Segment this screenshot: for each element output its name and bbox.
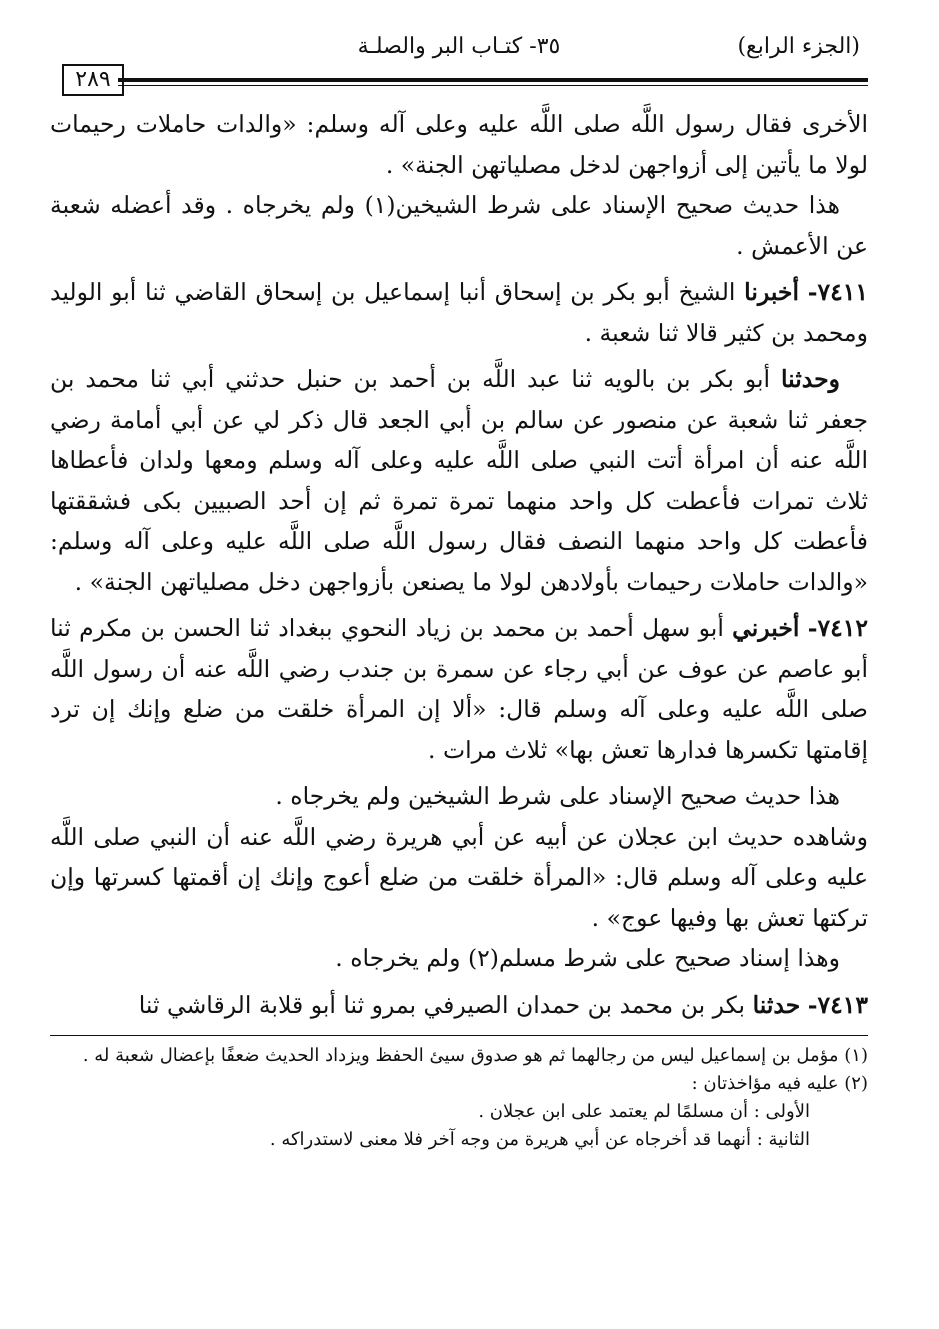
header-rule <box>50 64 868 98</box>
hadith-number: ٧٤١١- <box>807 278 868 306</box>
narration-lead: أخبرنا <box>744 278 799 306</box>
paragraph-text: وهذا إسناد صحيح على شرط مسلم(٢) ولم يخرجاه . <box>335 944 840 972</box>
paragraph-text: الشيخ أبو بكر بن إسحاق أنبا إسماعيل بن إسحاق القاضي ثنا أبو الوليد ومحمد بن كثير قالا ثنا شعبة . <box>50 278 868 347</box>
paragraph-text: هذا حديث صحيح الإسناد على شرط الشيخين ولم يخرجاه . <box>275 782 840 810</box>
footnote: (١) مؤمل بن إسماعيل ليس من رجالهما ثم هو صدوق سيئ الحفظ ويزداد الحديث ضعفًا بإعضال شعبة له . <box>82 1045 868 1066</box>
footnote-subitem: الأولى : أن مسلمًا لم يعتمد على ابن عجلان . <box>478 1101 810 1122</box>
paragraph-text: بكر بن محمد بن حمدان الصيرفي بمرو ثنا أبو قلابة الرقاشي ثنا <box>138 990 746 1019</box>
volume-label: (الجزء الرابع) <box>737 34 860 59</box>
paragraph <box>50 776 868 817</box>
book-page <box>50 30 868 1310</box>
hadith-paragraph <box>50 608 868 770</box>
paragraph-text: وشاهده حديث ابن عجلان عن أبيه عن أبي هريرة رضي اللَّه عنه أن النبي صلى اللَّه عليه وعلى آله وسلم قال: «المرأة خلقت من ضلع أعوج وإنك إن أقمتها كسرتها وإن تركتها تعش بها وفيها عوج» . <box>50 822 868 932</box>
footnote-subitem: الثانية : أنهما قد أخرجاه عن أبي هريرة من وجه آخر فلا معنى لاستدراكه . <box>269 1129 810 1150</box>
paragraph <box>50 359 868 602</box>
hadith-number: ٧٤١٢- <box>807 614 868 642</box>
header-rule-thick <box>118 78 868 82</box>
narration-lead: أخبرني <box>732 614 800 642</box>
footnote-separator <box>50 1035 868 1036</box>
main-text <box>50 104 868 1025</box>
narration-lead: وحدثنا <box>780 365 840 393</box>
paragraph <box>50 938 868 979</box>
hadith-paragraph <box>50 272 868 353</box>
paragraph <box>50 104 868 185</box>
narration-lead: حدثنا <box>752 990 801 1019</box>
paragraph <box>50 185 868 266</box>
header-rule-thin <box>118 85 868 86</box>
hadith-paragraph <box>50 985 868 1026</box>
paragraph-text: أبو سهل أحمد بن محمد بن زياد النحوي ببغداد ثنا الحسن بن مكرم ثنا أبو عاصم عن عوف عن أبي رجاء عن سمرة بن جندب رضي اللَّه عنه أن رسول اللَّه صلى اللَّه عليه وعلى آله وسلم قال: «ألا إن المرأة خلقت من ضلع وإنك إن ترد إقامتها تكسرها فدارها تعش بها» ثلاث مرات . <box>50 614 868 764</box>
paragraph-text: هذا حديث صحيح الإسناد على شرط الشيخين(١) ولم يخرجاه . وقد أعضله شعبة عن الأعمش . <box>50 191 868 260</box>
page-number: ٢٨٩ <box>62 64 124 96</box>
paragraph <box>50 817 868 939</box>
footnotes <box>50 1042 868 1154</box>
paragraph-text: الأخرى فقال رسول اللَّه صلى اللَّه عليه وعلى آله وسلم: «والدات حاملات رحيمات لولا ما يأتين إلى أزواجهن لدخل مصلياتهن الجنة» . <box>50 110 868 179</box>
chapter-title: ٣٥- كتـاب البر والصلـة <box>357 34 561 59</box>
hadith-number: ٧٤١٣- <box>807 990 868 1019</box>
paragraph-text: أبو بكر بن بالويه ثنا عبد اللَّه بن أحمد بن حنبل حدثني أبي ثنا محمد بن جعفر ثنا شعبة عن منصور عن سالم بن أبي الجعد قال ذكر لي عن أبي أمامة رضي اللَّه عنه أن امرأة أتت النبي صلى اللَّه عليه وعلى آله وسلم ومعها ولدان فأعطاها ثلاث تمرات فأعطت كل واحد منهما تمرة تمرة ثم إن أحد الصبيين بكى فشققتها فأعطت كل واحد منهما النصف فقال رسول اللَّه صلى اللَّه عليه وعلى آله وسلم: «والدات حاملات رحيمات بأولادهن لولا ما يصنعن بأزواجهن دخل مصلياتهن الجنة» . <box>50 365 868 596</box>
running-header <box>50 30 868 64</box>
footnote: (٢) عليه فيه مؤاخذتان : <box>691 1073 868 1094</box>
